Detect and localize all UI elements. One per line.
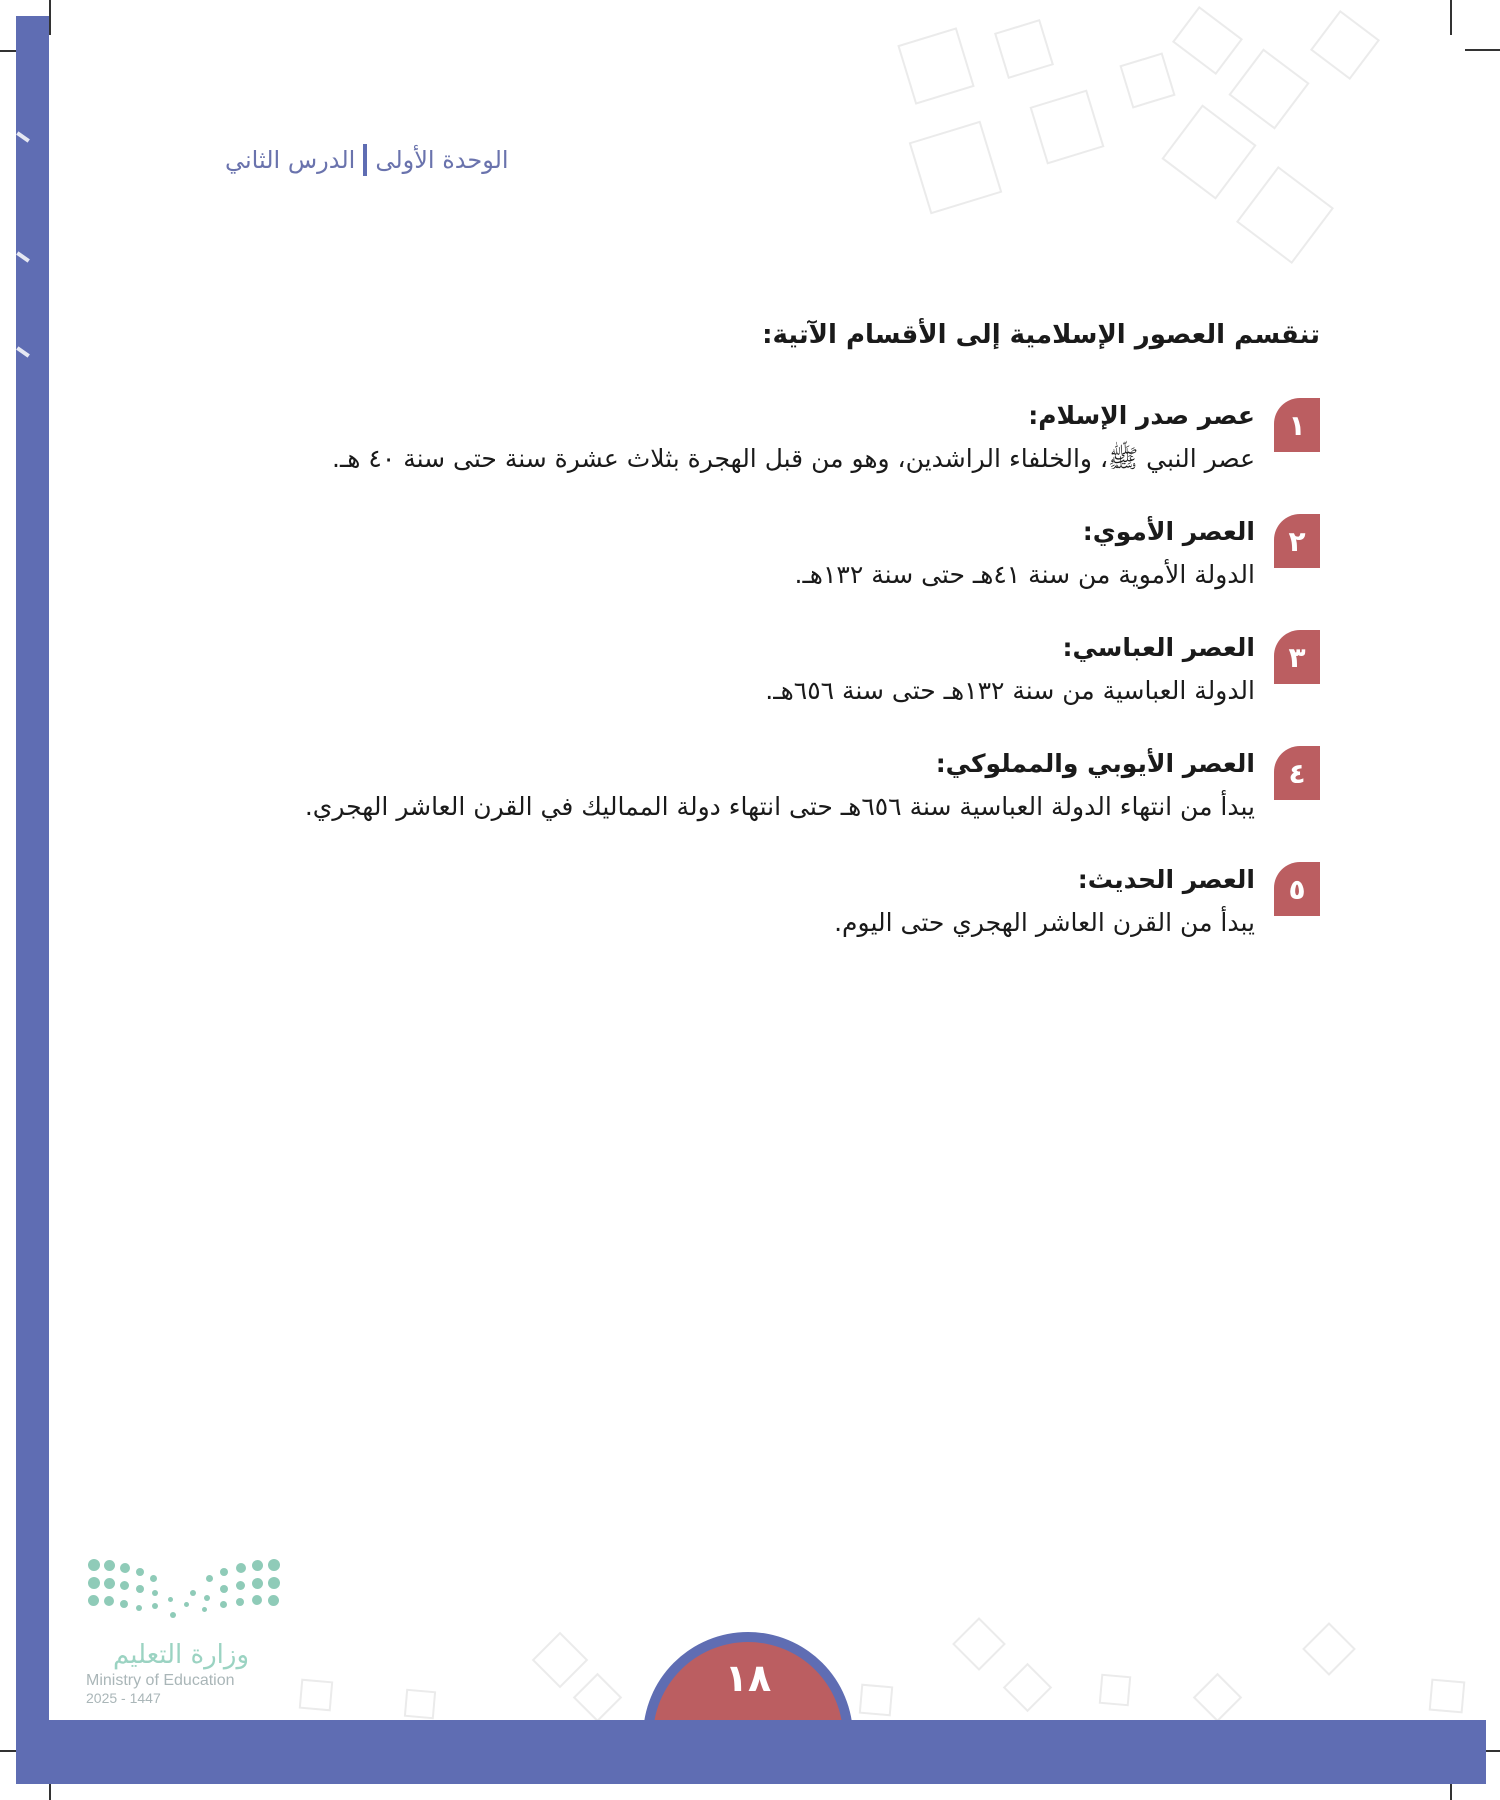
breadcrumb-separator: [363, 144, 367, 176]
decorative-square: [1030, 90, 1105, 165]
era-description: الدولة الأموية من سنة ٤١هـ حتى سنة ١٣٢هـ.: [794, 560, 1255, 589]
main-content: [220, 320, 1320, 976]
decorative-square: [1302, 1622, 1356, 1676]
ministry-name-english: Ministry of Education: [86, 1672, 235, 1689]
number-badge: ٢: [1274, 514, 1320, 568]
number-badge: ٥: [1274, 862, 1320, 916]
decorative-square: [1172, 6, 1243, 75]
decorative-square: [532, 1632, 589, 1689]
decorative-square: [1161, 104, 1256, 199]
crop-mark: [49, 0, 51, 35]
era-item: [220, 512, 1320, 598]
ministry-logo: [86, 1555, 276, 1706]
era-item: [220, 396, 1320, 482]
number-badge: ٤: [1274, 746, 1320, 800]
intro-heading: تنقسم العصور الإسلامية إلى الأقسام الآتية:: [762, 320, 1320, 350]
number-badge: ١: [1274, 398, 1320, 452]
decorative-square: [573, 1673, 622, 1722]
edition-year: 2025 - 1447: [86, 1690, 161, 1706]
era-item: [220, 860, 1320, 946]
breadcrumb: [225, 140, 509, 180]
era-description: يبدأ من انتهاء الدولة العباسية سنة ٦٥٦هـ حتى انتهاء دولة المماليك في القرن العاشر الهجري.: [304, 792, 1255, 821]
ministry-name-arabic: وزارة التعليم: [112, 1640, 250, 1670]
decorative-square: [1099, 1674, 1132, 1707]
decorative-square: [1119, 52, 1175, 108]
bottom-border-band: [16, 1720, 1486, 1784]
era-title: العصر العباسي:: [1062, 633, 1255, 662]
era-description: الدولة العباسية من سنة ١٣٢هـ حتى سنة ٦٥٦هـ.: [765, 676, 1255, 705]
page-number: ١٨: [724, 1656, 772, 1700]
decorative-square: [299, 1679, 333, 1712]
decorative-square: [1003, 1663, 1052, 1712]
decorative-square: [1236, 166, 1334, 264]
number-badge: ٣: [1274, 630, 1320, 684]
decorative-square: [952, 1617, 1006, 1671]
era-title: العصر الأموي:: [1082, 517, 1255, 546]
era-item: [220, 744, 1320, 830]
era-description: عصر النبي ﷺ، والخلفاء الراشدين، وهو من قبل الهجرة بثلاث عشرة سنة حتى سنة ٤٠ هـ.: [332, 444, 1255, 473]
era-title: العصر الحديث:: [1077, 865, 1255, 894]
decorative-square: [859, 1684, 893, 1717]
unit-label: الوحدة الأولى: [375, 146, 509, 174]
decorative-square: [1429, 1679, 1466, 1714]
decorative-square: [909, 121, 1003, 215]
decorative-square: [404, 1689, 436, 1720]
decorative-square: [1310, 10, 1380, 80]
crop-mark: [1450, 0, 1452, 35]
era-title: عصر صدر الإسلام:: [1028, 401, 1255, 430]
decorative-square: [994, 19, 1054, 79]
crop-mark: [1465, 49, 1500, 51]
decorative-square: [897, 27, 974, 104]
decorative-square: [1193, 1673, 1242, 1722]
decorative-square: [1228, 48, 1309, 129]
era-item: [220, 628, 1320, 714]
lesson-label: الدرس الثاني: [225, 146, 356, 174]
left-border-band: [16, 16, 49, 1736]
era-description: يبدأ من القرن العاشر الهجري حتى اليوم.: [834, 908, 1255, 937]
logo-dots-icon: [86, 1555, 276, 1630]
era-title: العصر الأيوبي والمملوكي:: [935, 749, 1255, 778]
